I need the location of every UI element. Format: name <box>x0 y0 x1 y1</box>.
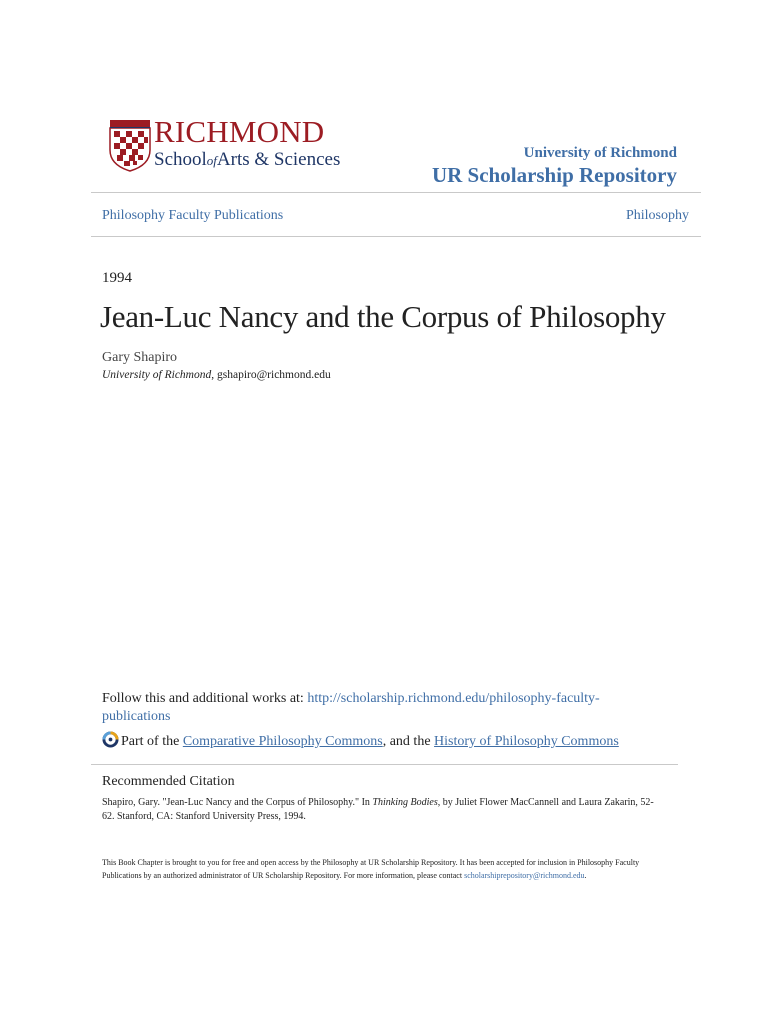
author-email: , gshapiro@richmond.edu <box>211 369 331 381</box>
author-name: Gary Shapiro <box>102 350 178 365</box>
collection-link[interactable]: Philosophy Faculty Publications <box>102 208 284 223</box>
repository-name[interactable]: UR Scholarship Repository <box>431 163 677 187</box>
logo-brand: RICHMOND <box>154 114 325 149</box>
citation-divider <box>91 764 678 765</box>
shield-icon <box>108 118 152 172</box>
header-divider <box>91 192 701 193</box>
richmond-logo <box>108 114 353 174</box>
citation-text: Shapiro, Gary. "Jean-Luc Nancy and the Corpus of Philosophy." In Thinking Bodies, by Juliet Flower MacCannell and Laura Zakarin, 52-62. Stanford, CA: Stanford University Press, 1994. <box>102 797 654 822</box>
university-name[interactable]: University of Richmond <box>523 145 677 161</box>
breadcrumb-divider <box>91 236 701 237</box>
follow-line: Follow this and additional works at: http://scholarship.richmond.edu/philosophy-faculty-publications <box>102 691 600 724</box>
department-link[interactable]: Philosophy <box>625 208 689 223</box>
repository-banner[interactable] <box>432 145 677 188</box>
comparative-philosophy-link[interactable]: Comparative Philosophy Commons <box>182 734 383 749</box>
history-philosophy-link[interactable]: History of Philosophy Commons <box>434 734 619 749</box>
part-of-line: Part of the Comparative Philosophy Commons, and the History of Philosophy Commons <box>102 731 619 750</box>
collection-url-link[interactable]: http://scholarship.richmond.edu/philosophy-faculty-publications <box>102 691 600 724</box>
logo-school: SchoolofArts & Sciences <box>154 149 341 170</box>
page-title: Jean-Luc Nancy and the Corpus of Philosophy <box>100 299 666 334</box>
commons-network-icon <box>102 731 119 748</box>
affiliation-institution: University of Richmond <box>102 369 212 381</box>
book-title: Thinking Bodies <box>372 797 438 808</box>
contact-email-link[interactable]: scholarshiprepository@richmond.edu <box>464 870 585 880</box>
author-affiliation <box>102 369 331 381</box>
publication-year: 1994 <box>102 270 132 286</box>
access-notice: This Book Chapter is brought to you for free and open access by the Philosophy at UR Scholarship Repository. It has been accepted for inclusion in Philosophy Faculty Publications by an authorized administrator of UR Scholarship Repository. For more information, please contact scholarshiprepository@richmond.edu. <box>102 858 640 880</box>
citation-heading: Recommended Citation <box>102 774 235 789</box>
